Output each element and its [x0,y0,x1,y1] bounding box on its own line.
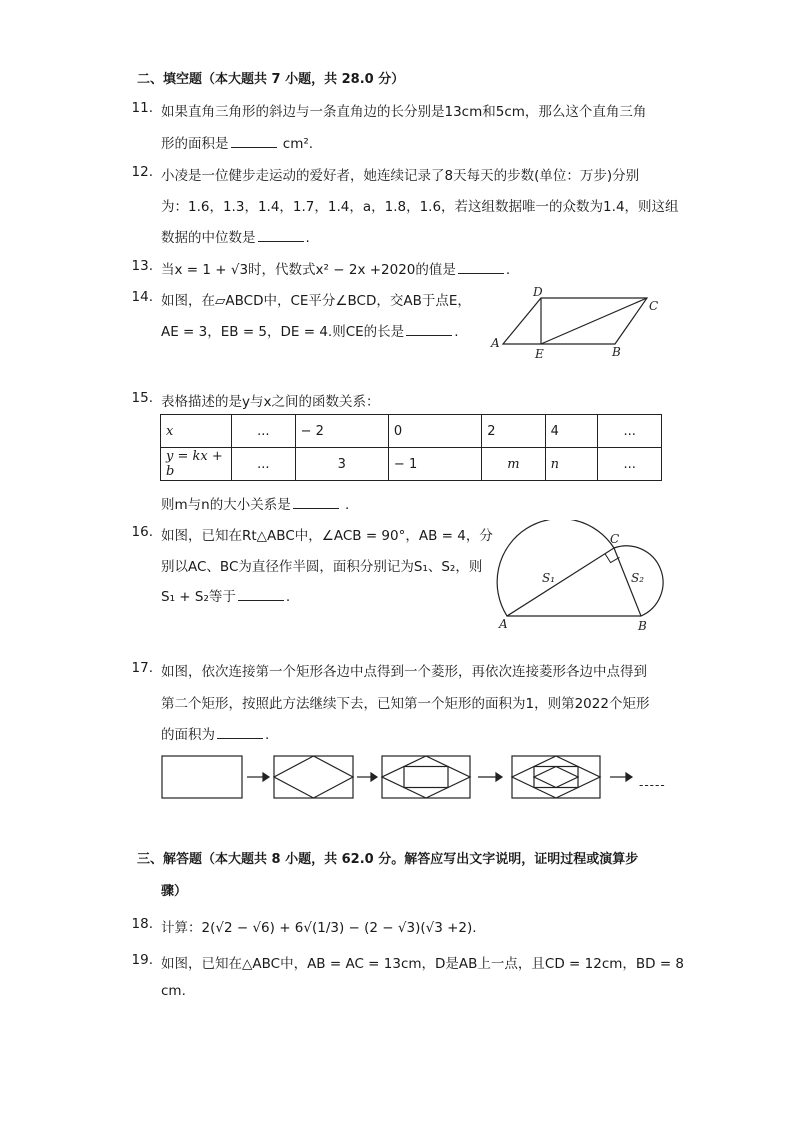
table-row [161,415,662,448]
question-12-line-2: 为：1.6，1.3，1.4，1.7，1.4，a，1.8，1.6，若这组数据唯一的众数为1.4，则这组 [161,199,679,215]
question-17-text: 的面积为 [161,727,215,743]
answer-blank[interactable] [406,323,452,336]
label-b: B [612,345,621,359]
function-table [160,414,662,481]
question-19-line-2: cm. [161,983,186,999]
question-12-line-1: 小凌是一位健步走运动的爱好者，她连续记录了8天每天的步数(单位：万步)分别 [161,168,640,184]
question-16-period: . [285,589,291,605]
question-16-line-1: 如图，已知在Rt△ABC中，∠ACB = 90°，AB = 4，分 [161,528,493,544]
question-11-line-1: 如果直角三角形的斜边与一条直角边的长分别是13cm和5cm，那么这个直角三角 [161,104,647,120]
question-14-line-1: 如图，在▱ABCD中，CE平分∠BCD，交AB于点E， [161,293,471,309]
question-17-number: 17. [131,660,153,676]
answer-blank[interactable] [231,135,277,148]
semicircles-figure [495,520,675,635]
question-17-line-1: 如图，依次连接第一个矩形各边中点得到一个菱形，再依次连接菱形各边中点得到 [161,664,647,680]
rectangles-sequence-figure [155,750,685,806]
question-14-number: 14. [131,289,153,305]
question-16-line-3 [161,585,290,605]
label-c: C [649,299,659,313]
question-15-period: . [340,497,350,513]
table-cell: − 1 [388,448,481,481]
question-15-text: 则m与n的大小关系是 [161,497,291,513]
question-14-period: . [454,324,459,340]
label-e: E [535,347,544,361]
question-17-period: . [265,727,270,743]
table-cell: 4 [545,415,598,448]
question-13-number: 13. [131,258,153,274]
parallelogram-figure [485,284,665,364]
question-16-line-2: 别以AC、BC为直径作半圆，面积分别记为S₁、S₂，则 [161,559,483,575]
question-14-text: AE = 3，EB = 5，DE = 4.则CE的长是 [161,324,405,340]
answer-blank[interactable] [238,588,284,601]
question-11-number: 11. [131,100,153,116]
label-d: D [533,285,543,299]
question-11-text: 形的面积是 [161,136,229,152]
question-18-line: 计算：2(√2 − √6) + 6√(1/3) − (2 − √3)(√3 +2). [161,920,477,936]
table-cell: ... [232,448,296,481]
question-15-after [161,493,349,513]
question-19-number: 19. [131,952,153,968]
question-16-number: 16. [131,524,153,540]
answer-blank[interactable] [293,496,339,509]
answer-blank[interactable] [458,261,504,274]
question-12-number: 12. [131,164,153,180]
label-a: A [491,336,500,350]
question-17-line-3 [161,723,269,743]
question-13-line [161,258,510,278]
semicircle-s1 [497,520,614,616]
table-cell: ... [232,415,296,448]
table-cell: n [545,448,598,481]
parallelogram-abcd [503,298,647,344]
table-cell: y = kx + b [161,448,232,481]
question-19-line-1: 如图，已知在△ABC中，AB = AC = 13cm，D是AB上一点，且CD = 12cm，BD = 8 [161,956,685,972]
question-11-unit: cm². [278,136,314,152]
table-cell: 3 [295,448,388,481]
question-12-text: 数据的中位数是 [161,230,256,246]
table-cell: 0 [388,415,481,448]
table-cell: ... [598,448,662,481]
question-14-line-2 [161,320,458,340]
section-2-heading: 二、填空题（本大题共 7 小题，共 28.0 分） [137,72,405,87]
table-cell: ... [598,415,662,448]
question-13-period: . [505,262,511,278]
rectangle-1 [162,756,242,798]
section-3-heading-line-2: 骤） [161,884,188,899]
table-cell: 2 [482,415,545,448]
question-16-text: S₁ + S₂等于 [161,589,236,605]
question-12-line-3 [161,226,310,246]
continuation-dots: ----- [639,778,666,792]
question-17-line-2: 第二个矩形，按照此方法继续下去，已知第一个矩形的面积为1，则第2022个矩形 [161,696,650,712]
table-cell: m [482,448,545,481]
rectangle-3-group [382,756,470,798]
question-13-text: 当x = 1 + √3时，代数式x² − 2x +2020的值是 [161,262,456,278]
rectangle-2-group [274,756,353,798]
answer-blank[interactable] [258,229,304,242]
question-15-line-1: 表格描述的是y与x之间的函数关系： [161,394,380,410]
label-a: A [499,617,508,631]
label-s2: S₂ [631,571,645,585]
table-cell: x [161,415,232,448]
table-row [161,448,662,481]
question-18-number: 18. [131,916,153,932]
section-3-heading-line-1: 三、解答题（本大题共 8 小题，共 62.0 分。解答应写出文字说明，证明过程或演算步 [137,852,639,867]
table-cell: − 2 [295,415,388,448]
answer-blank[interactable] [217,726,263,739]
label-c: C [610,532,620,546]
label-b: B [638,619,647,633]
question-11-line-2 [161,132,313,152]
rectangle-4-group [512,756,600,798]
question-15-number: 15. [131,390,153,406]
question-12-period: . [305,230,310,246]
label-s1: S₁ [542,571,556,585]
